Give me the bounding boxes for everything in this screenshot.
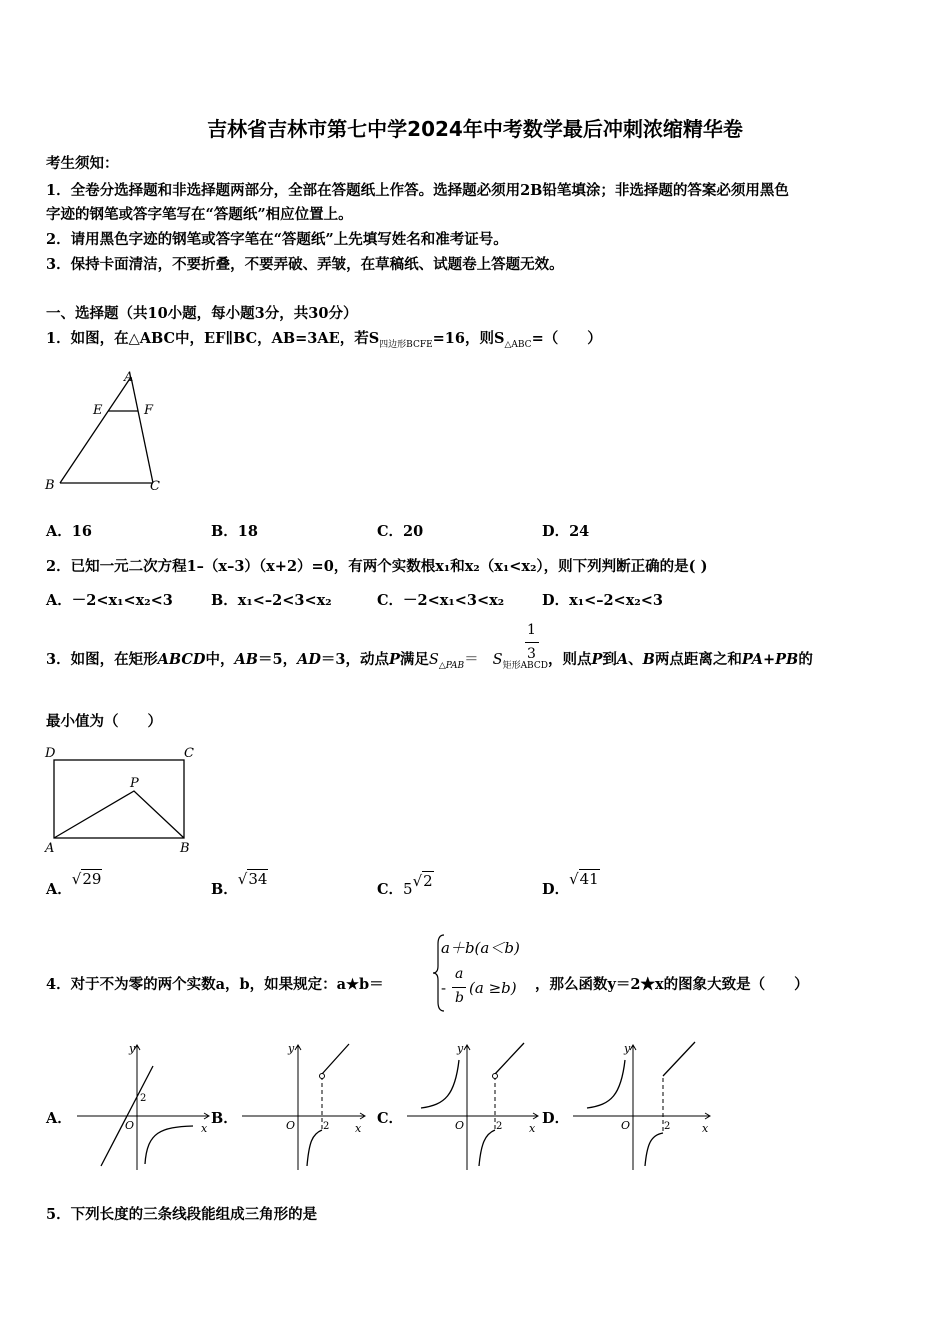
q3-post4: 的 xyxy=(798,651,813,668)
q3-ad: AD xyxy=(297,651,321,668)
question-3-line-1 xyxy=(46,648,813,671)
q4-graph-c xyxy=(403,1040,543,1174)
notice-line-3: 3．保持卡面清洁，不要折叠，不要弄破、弄皱，在草稿纸、试题卷上答题无效。 xyxy=(46,256,564,273)
q3-post2: 到 xyxy=(602,651,617,668)
q2-option-b[interactable]: B．x₁<–2<3<x₂ xyxy=(211,592,332,609)
q4-graph-b-origin: O xyxy=(286,1119,296,1132)
q4-case-1: a＋b(a＜b) xyxy=(441,939,520,957)
q4-graph-a-curve xyxy=(145,1126,193,1164)
question-2: 2．已知一元二次方程1–（x–3）（x+2）=0，有两个实数根x₁和x₂（x₁<x₂），则下列判断正确的是( ) xyxy=(46,558,708,575)
q1-option-b[interactable]: B．18 xyxy=(211,523,258,540)
q3-a: A xyxy=(616,651,629,668)
q3-sub-rect: 矩形ABCD xyxy=(502,660,548,671)
q3-option-a-radicand: 29 xyxy=(82,870,102,888)
q3-label-p: P xyxy=(130,776,139,791)
question-1 xyxy=(46,327,602,350)
q4-graph-a-tick-2: 2 xyxy=(140,1093,147,1104)
q4-pre: 4．对于不为零的两个实数a，b，如果规定：a★b＝ xyxy=(46,976,384,993)
q4-graph-b-line xyxy=(322,1044,349,1074)
q4-graph-d-y-label: y xyxy=(624,1042,631,1055)
q4-graph-d-origin: O xyxy=(621,1119,631,1132)
q1-label-f: F xyxy=(144,403,154,418)
q3-label-a: A xyxy=(45,841,55,856)
q3-eq1: ＝5， xyxy=(258,651,298,668)
q3-frac-num: 1 xyxy=(527,622,536,638)
q3-comma: 、 xyxy=(628,651,643,668)
q1-sub-tri: △ABC xyxy=(504,339,532,350)
q4-case-2-sign: - xyxy=(441,979,447,997)
q1-label-b: B xyxy=(45,478,55,493)
q3-option-a[interactable] xyxy=(46,870,102,899)
q4-graph-c-line xyxy=(495,1043,524,1074)
q1-side-ab xyxy=(60,377,131,483)
q4-case-2-den: b xyxy=(455,990,464,1006)
q1-label-c: C xyxy=(150,479,160,494)
q4-option-b[interactable]: B． xyxy=(211,1110,238,1127)
q4-case-2-num: a xyxy=(455,966,464,982)
q4-graph-d xyxy=(569,1040,715,1174)
q4-option-a[interactable]: A． xyxy=(46,1110,72,1127)
q3-label-d: D xyxy=(45,746,56,761)
q4-graph-c-tick-2: 2 xyxy=(496,1121,503,1132)
q4-graph-d-x-label: x xyxy=(702,1122,709,1135)
q3-option-d-label: D． xyxy=(542,881,570,898)
q1-side-ac xyxy=(131,377,153,483)
q3-option-b-value: √34 xyxy=(237,870,268,888)
q4-graph-b-y-label: y xyxy=(288,1042,295,1055)
q4-graph-b xyxy=(238,1040,370,1174)
q3-papb: PA+PB xyxy=(741,651,799,668)
q4-graph-b-open-dot xyxy=(320,1074,325,1079)
q4-option-c[interactable]: C． xyxy=(377,1110,404,1127)
q4-graph-c-open-dot xyxy=(493,1074,498,1079)
q3-option-b[interactable] xyxy=(211,870,268,899)
q4-graph-a xyxy=(73,1040,213,1174)
q3-p2: P xyxy=(591,651,603,668)
section-heading: 一、选择题（共10小题，每小题3分，共30分） xyxy=(46,305,358,322)
q3-pre: 3．如图，在矩形 xyxy=(46,651,158,668)
q3-eq3: ＝ xyxy=(464,652,479,668)
q3-option-a-label: A． xyxy=(46,881,72,898)
notice-line-1b: 字迹的钢笔或答字笔写在“答题纸”相应位置上。 xyxy=(46,206,353,223)
q1-label-e: E xyxy=(93,403,103,418)
q4-case-2-bar xyxy=(452,987,466,988)
question-3-line-2: 最小值为（ ） xyxy=(46,713,162,730)
q4-graph-d-curve-left xyxy=(587,1060,625,1108)
q3-sub-pab: △PAB xyxy=(438,660,465,671)
q4-case-2-cond: (a ≥b) xyxy=(469,979,517,997)
q3-option-c-label: C． xyxy=(377,881,404,898)
q1-label-a: A xyxy=(124,370,134,385)
q1-post: =（ ） xyxy=(531,330,602,347)
q3-p: P xyxy=(389,651,400,668)
q1-pre: 1．如图，在△ABC中，EF∥BC，AB=3AE，若S xyxy=(46,330,380,347)
q3-post3: 两点距离之和 xyxy=(654,651,742,668)
q1-sub-quad: 四边形BCFE xyxy=(379,339,433,350)
question-5: 5．下列长度的三条线段能组成三角形的是 xyxy=(46,1206,318,1223)
q4-graph-c-origin: O xyxy=(455,1119,465,1132)
page-title: 吉林省吉林市第七中学2024年中考数学最后冲刺浓缩精华卷 xyxy=(207,117,743,141)
q3-ab: AB xyxy=(234,651,258,668)
q3-option-b-radicand: 34 xyxy=(248,870,268,888)
q3-s2: S xyxy=(492,652,503,668)
notice-line-1a: 1．全卷分选择题和非选择题两部分，全部在答题纸上作答。选择题必须用2B铅笔填涂；非选择题的答案必须用黑色 xyxy=(46,182,789,199)
q4-graph-b-curve xyxy=(307,1130,322,1166)
q1-triangle-figure xyxy=(40,365,180,495)
q1-option-a[interactable]: A．16 xyxy=(46,523,92,540)
q1-option-c[interactable]: C．20 xyxy=(377,523,424,540)
q2-option-d[interactable]: D．x₁<–2<x₂<3 xyxy=(542,592,663,609)
q2-option-c[interactable]: C．－2<x₁<3<x₂ xyxy=(377,592,505,609)
notice-line-2: 2．请用黑色字迹的钢笔或答字笔在“答题纸”上先填写姓名和准考证号。 xyxy=(46,231,508,248)
q3-option-b-label: B． xyxy=(211,881,238,898)
q3-option-c-radicand: 2 xyxy=(423,872,433,890)
q3-option-a-value: √29 xyxy=(71,870,102,888)
q4-graph-b-x-label: x xyxy=(355,1122,362,1135)
q4-graph-a-origin: O xyxy=(125,1119,135,1132)
q4-graph-a-y-label: y xyxy=(129,1042,136,1055)
q3-option-d[interactable] xyxy=(542,870,600,899)
q4-graph-b-tick-2: 2 xyxy=(323,1121,330,1132)
q4-graph-d-curve-right xyxy=(645,1133,663,1166)
q4-graph-a-x-label: x xyxy=(201,1122,208,1135)
q3-option-c-coef: 5 xyxy=(403,880,413,898)
q2-option-a[interactable]: A．－2<x₁<x₂<3 xyxy=(46,592,173,609)
q3-s: S xyxy=(428,652,439,668)
q1-option-d[interactable]: D．24 xyxy=(542,523,590,540)
q4-graph-c-y-label: y xyxy=(457,1042,464,1055)
q4-graph-d-tick-2: 2 xyxy=(664,1121,671,1132)
q3-label-b: B xyxy=(180,841,190,856)
q4-option-d[interactable]: D． xyxy=(542,1110,570,1127)
q3-eq2: ＝3，动点 xyxy=(320,651,390,668)
q3-mid2: 满足 xyxy=(399,651,429,668)
q4-post: ，那么函数y＝2★x的图象大致是（ ） xyxy=(535,976,809,993)
q4-graph-c-x-label: x xyxy=(529,1122,536,1135)
q3-b: B xyxy=(642,651,655,668)
q4-graph-c-curve-right xyxy=(479,1130,495,1166)
q4-graph-d-line xyxy=(663,1042,695,1076)
q3-rectangle-figure xyxy=(42,742,202,857)
q3-mid1: 中， xyxy=(205,651,235,668)
q3-post1: ，则点 xyxy=(547,651,592,668)
q3-option-c-value: 5√2 xyxy=(403,872,433,898)
q3-option-d-value: √41 xyxy=(569,870,599,888)
notice-heading: 考生须知： xyxy=(46,155,119,172)
q3-frac-den: 3 xyxy=(527,646,536,662)
q3-option-c[interactable] xyxy=(377,872,434,899)
q3-abcd: ABCD xyxy=(157,651,206,668)
q3-path-apb xyxy=(54,791,184,838)
q3-frac-bar xyxy=(525,642,539,643)
q3-option-d-radicand: 41 xyxy=(579,870,599,888)
q3-label-c: C xyxy=(184,746,194,761)
q4-graph-c-curve-left xyxy=(421,1060,459,1108)
q1-mid: =16，则S xyxy=(432,330,505,347)
